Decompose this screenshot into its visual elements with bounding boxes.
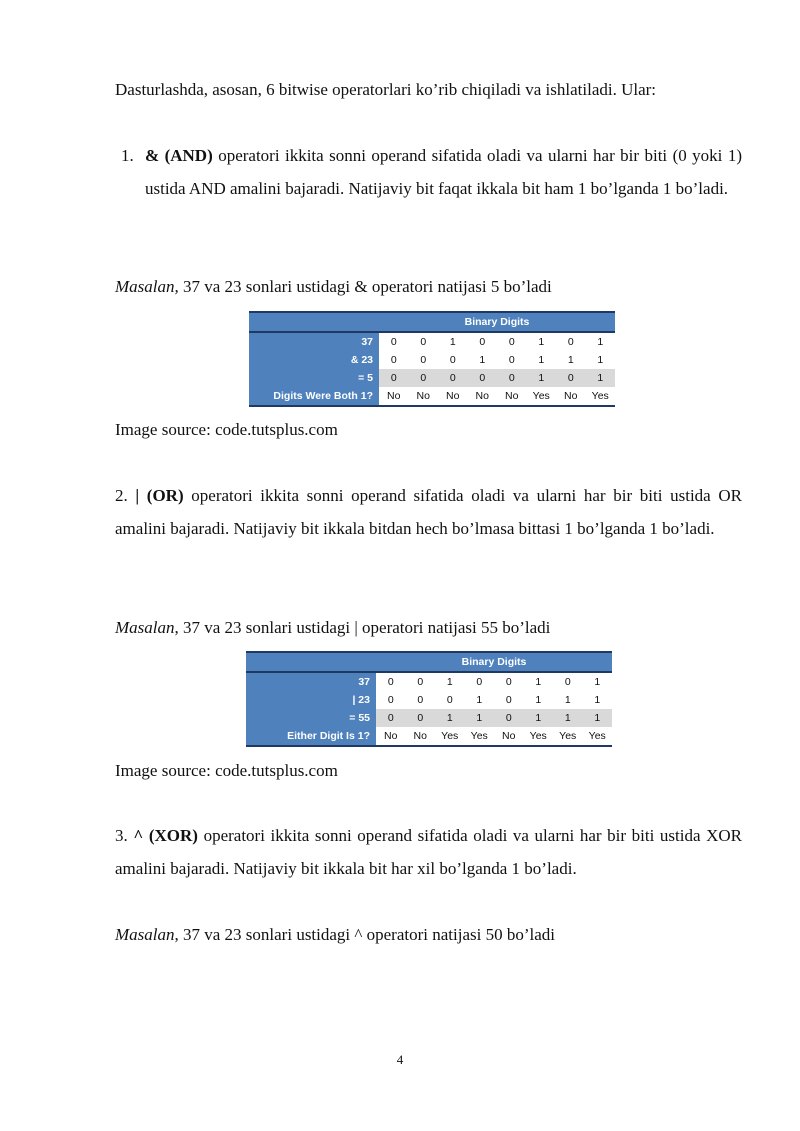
table-cell: No [379, 387, 409, 406]
table-cell: 0 [417, 694, 424, 706]
table-cell: 1 [465, 709, 495, 727]
table-cell: 1 [449, 336, 456, 348]
row-label: | 23 [246, 691, 376, 709]
table-cell: 1 [597, 336, 604, 348]
table-cell: 1 [527, 369, 557, 387]
table-cell: 1 [594, 694, 601, 706]
binary-table-and [249, 311, 615, 407]
operator-name: & (AND) [145, 146, 213, 165]
table-row [249, 387, 615, 406]
table-cell: 0 [379, 369, 409, 387]
table-cell: Yes [553, 727, 583, 746]
table-cell: 0 [409, 369, 439, 387]
table-cell: 1 [567, 354, 574, 366]
page-number: 4 [396, 1052, 404, 1067]
table-cell: Yes [435, 727, 465, 746]
table-row [246, 691, 612, 709]
row-label: 37 [249, 332, 379, 351]
table-cell: Yes [527, 387, 557, 406]
table-row [246, 727, 612, 746]
list-number: 2. [115, 486, 128, 505]
table-cell: 0 [387, 694, 394, 706]
table-cell: 0 [420, 336, 427, 348]
table-cell: 0 [446, 694, 453, 706]
table-cell: 1 [586, 369, 616, 387]
row-label: = 55 [246, 709, 376, 727]
operator-description: operatori ikkita sonni operand sifatida oladi va ularni har bir biti (0 yoki 1) ustida AND amalini bajaradi. Natijaviy bit faqat ikkala bit ham 1 bo’lganda 1 bo’ladi. [145, 146, 742, 198]
operator-name: | (OR) [135, 486, 184, 505]
table-cell: 0 [567, 336, 574, 348]
table-header: Binary Digits [379, 312, 615, 332]
table-cell: 1 [535, 694, 542, 706]
table-cell: Yes [586, 387, 616, 406]
list-item-and [115, 139, 742, 205]
table-cell: 0 [508, 336, 515, 348]
table-cell: 0 [556, 369, 586, 387]
operator-description: operatori ikkita sonni operand sifatida oladi va ularni har bir biti ustida OR amalini bajaradi. Natijaviy bit ikkala bitdan hech bo’lmasa bittasi 1 bo’lganda 1 bo’ladi. [115, 486, 742, 538]
list-number: 1. [121, 146, 134, 165]
intro-paragraph: Dasturlashda, asosan, 6 bitwise operatorlari ko’rib chiqiladi va ishlatiladi. Ular: [115, 80, 657, 99]
table-cell: No [556, 387, 586, 406]
table-cell: 1 [594, 676, 601, 688]
table-cell: 0 [505, 694, 512, 706]
table-row [246, 672, 612, 691]
row-label: Either Digit Is 1? [246, 727, 376, 746]
image-source-2: Image source: code.tutsplus.com [115, 761, 338, 780]
table-cell: 1 [524, 709, 554, 727]
table-cell: 0 [417, 676, 424, 688]
list-item-or [115, 479, 742, 545]
example-text: 37 va 23 sonlari ustidagi & operatori natijasi 5 bo’ladi [178, 277, 552, 296]
table-cell: 1 [564, 694, 571, 706]
row-label: Digits Were Both 1? [249, 387, 379, 406]
list-text [115, 819, 742, 885]
table-cell: 0 [468, 369, 498, 387]
table-cell: 1 [479, 354, 486, 366]
list-item-xor [115, 819, 742, 885]
table-cell: 0 [494, 709, 524, 727]
row-label: = 5 [249, 369, 379, 387]
table-cell: 0 [406, 709, 436, 727]
table-cell: 1 [435, 709, 465, 727]
table-cell: 0 [449, 354, 456, 366]
table-cell: 1 [476, 694, 483, 706]
table-cell: 0 [390, 354, 397, 366]
table-cell: 0 [376, 709, 406, 727]
table-cell: 0 [508, 354, 515, 366]
table-cell: No [376, 727, 406, 746]
example-italic: Masalan [115, 925, 175, 944]
table-cell: No [497, 387, 527, 406]
operator-name: ^ (XOR) [133, 826, 198, 845]
table-cell: 1 [597, 354, 604, 366]
table-cell: 1 [538, 354, 545, 366]
row-label: & 23 [249, 351, 379, 369]
list-text [115, 479, 742, 545]
table-cell: 1 [535, 676, 542, 688]
table-row [249, 332, 615, 351]
table-cell: Yes [465, 727, 495, 746]
table-cell: 1 [538, 336, 545, 348]
table-cell: 0 [438, 369, 468, 387]
table-cell: 1 [446, 676, 453, 688]
binary-table-or [246, 651, 612, 747]
list-number: 3. [115, 826, 128, 845]
table-cell: 0 [505, 676, 512, 688]
table-row [249, 351, 615, 369]
example-italic: Masalan, [115, 277, 179, 296]
table-cell: 1 [583, 709, 613, 727]
table-cell: No [468, 387, 498, 406]
operator-description: operatori ikkita sonni operand sifatida oladi va ularni har bir biti ustida XOR amalini bajaradi. Natijaviy bit ikkala bit har xil bo’lganda 1 bo’ladi. [115, 826, 743, 878]
table-row [246, 709, 612, 727]
table-cell: 0 [420, 354, 427, 366]
table-cell: No [406, 727, 436, 746]
row-label: 37 [246, 672, 376, 691]
table-cell: No [494, 727, 524, 746]
example-italic: Masalan [115, 618, 175, 637]
table-cell: 0 [479, 336, 486, 348]
table-cell: 0 [387, 676, 394, 688]
example-line-and [115, 270, 742, 303]
example-line-xor [115, 918, 742, 951]
table-cell: 0 [390, 336, 397, 348]
table-cell: No [438, 387, 468, 406]
image-source-1: Image source: code.tutsplus.com [115, 420, 338, 439]
table-cell: Yes [583, 727, 613, 746]
example-text: , 37 va 23 sonlari ustidagi ^ operatori natijasi 50 bo’ladi [174, 925, 555, 944]
example-line-or [115, 611, 742, 644]
table-cell: 0 [497, 369, 527, 387]
table-cell: 0 [476, 676, 483, 688]
table-header: Binary Digits [376, 652, 612, 672]
table-cell: 1 [553, 709, 583, 727]
table-cell: No [409, 387, 439, 406]
header-corner [246, 652, 376, 672]
header-corner [249, 312, 379, 332]
example-text: , 37 va 23 sonlari ustidagi | operatori natijasi 55 bo’ladi [174, 618, 551, 637]
list-text [145, 139, 742, 205]
table-row [249, 369, 615, 387]
table-cell: Yes [524, 727, 554, 746]
table-cell: 0 [564, 676, 571, 688]
